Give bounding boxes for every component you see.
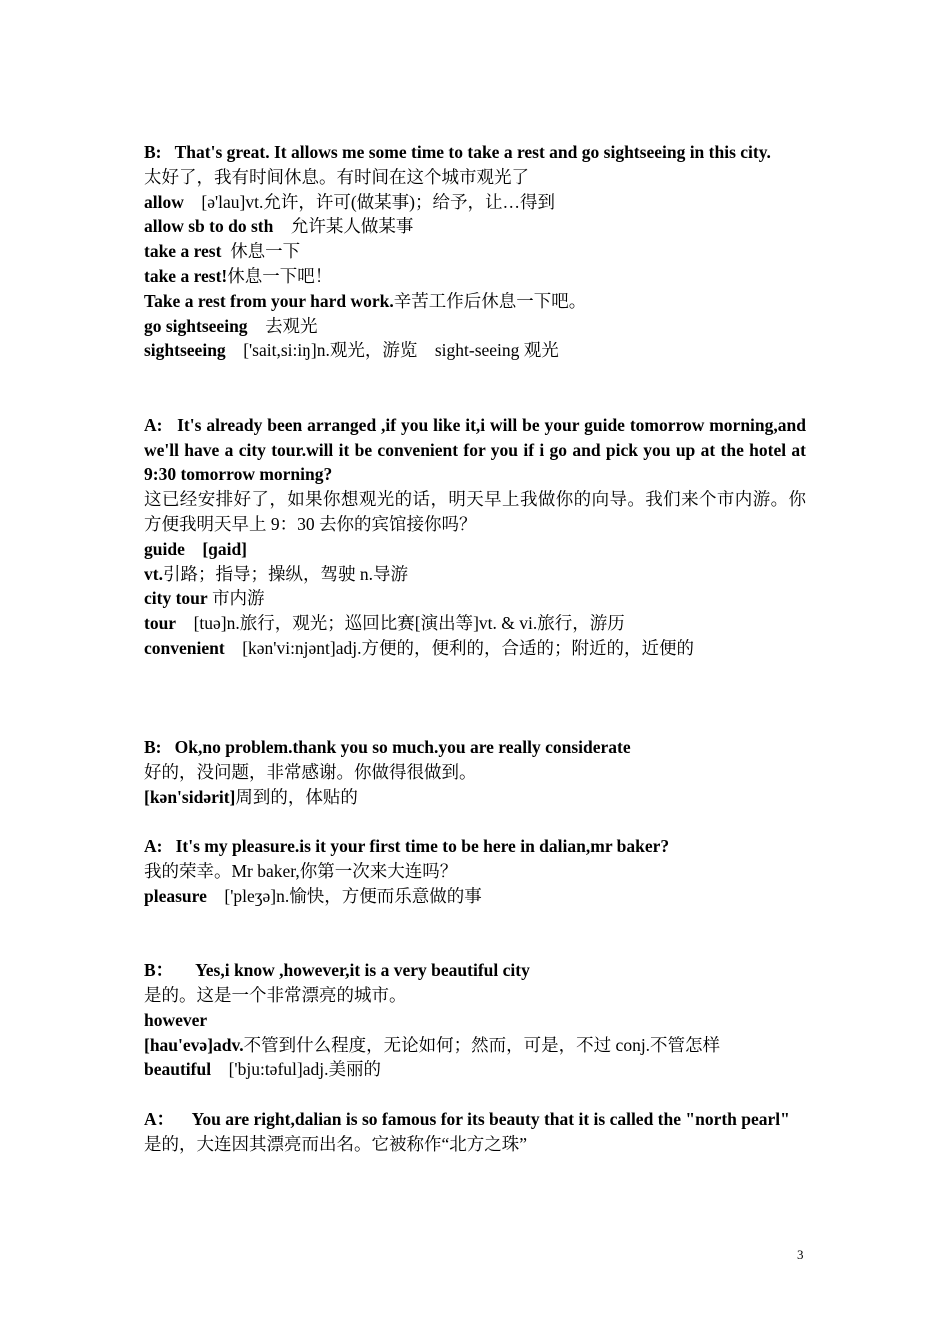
translation: 这已经安排好了，如果你想观光的话，明天早上我做你的向导。我们来个市内游。你方便我明天早上 9：30 去你的宾馆接你吗？ (144, 489, 806, 534)
vocab-entry: take a rest!休息一下吧！ (144, 265, 333, 286)
translation: 太好了，我有时间休息。有时间在这个城市观光了 (144, 166, 529, 187)
vocab-entry: allow [ə'lau]vt.允许，许可(做某事)；给予，让…得到 (144, 191, 555, 212)
dialogue-line: A: It's my pleasure.is it your first time to be here in dalian,mr baker? (144, 836, 670, 857)
dialogue-line: B: That's great. It allows me some time to take a rest and go sightseeing in this city. (144, 142, 771, 162)
vocab-entry: vt.引路；指导；操纵，驾驶 n.导游 (144, 563, 408, 584)
vocab-entry: [kən'sidərit]周到的，体贴的 (144, 786, 358, 807)
vocab-entry: guide [ɡaid] (144, 538, 248, 559)
dialogue-line: A: It's already been arranged ,if you like it,i will be your guide tomorrow morning,and we'll have a city tour.will it be convenient for you if i go and pick you up at the hotel at 9:30 tomorrow morning? (144, 414, 806, 485)
vocab-entry: [hau'evə]adv.不管到什么程度，无论如何；然而，可是，不过 conj.不管怎样 (144, 1034, 721, 1055)
dialogue-line: B： Yes,i know ,however,it is a very beautiful city (144, 960, 530, 981)
dialogue-line: B: Ok,no problem.thank you so much.you are really considerate (144, 737, 631, 758)
translation: 我的荣幸。Mr baker,你第一次来大连吗？ (144, 861, 458, 882)
translation: 是的。这是一个非常漂亮的城市。 (144, 985, 407, 1006)
document-body (144, 140, 806, 1157)
vocab-entry: tour [tuə]n.旅行，观光；巡回比赛[演出等]vt. & vi.旅行，游历 (144, 613, 625, 634)
page-number: 3 (797, 1247, 804, 1262)
vocab-entry: go sightseeing 去观光 (144, 315, 318, 336)
dialogue-line: A： You are right,dalian is so famous for its beauty that it is called the "north pearl" (144, 1109, 790, 1130)
vocab-entry: sightseeing ['sait,si:iŋ]n.观光，游览 sight-seeing 观光 (144, 340, 559, 361)
vocab-entry: pleasure ['pleʒə]n.愉快，方便而乐意做的事 (144, 885, 482, 906)
translation: 是的，大连因其漂亮而出名。它被称作“北方之珠” (144, 1133, 528, 1154)
translation: 好的，没问题，非常感谢。你做得很做到。 (144, 761, 477, 782)
vocab-entry: convenient [kən'vi:njənt]adj.方便的，便利的，合适的；附近的，近便的 (144, 637, 694, 658)
vocab-entry: allow sb to do sth 允许某人做某事 (144, 216, 414, 237)
vocab-entry: city tour 市内游 (144, 588, 265, 609)
vocab-entry: Take a rest from your hard work.辛苦工作后休息一下吧。 (144, 290, 587, 311)
vocab-entry: take a rest 休息一下 (144, 241, 301, 262)
vocab-entry: beautiful ['bju:təful]adj.美丽的 (144, 1059, 381, 1080)
vocab-entry: however (144, 1009, 208, 1030)
